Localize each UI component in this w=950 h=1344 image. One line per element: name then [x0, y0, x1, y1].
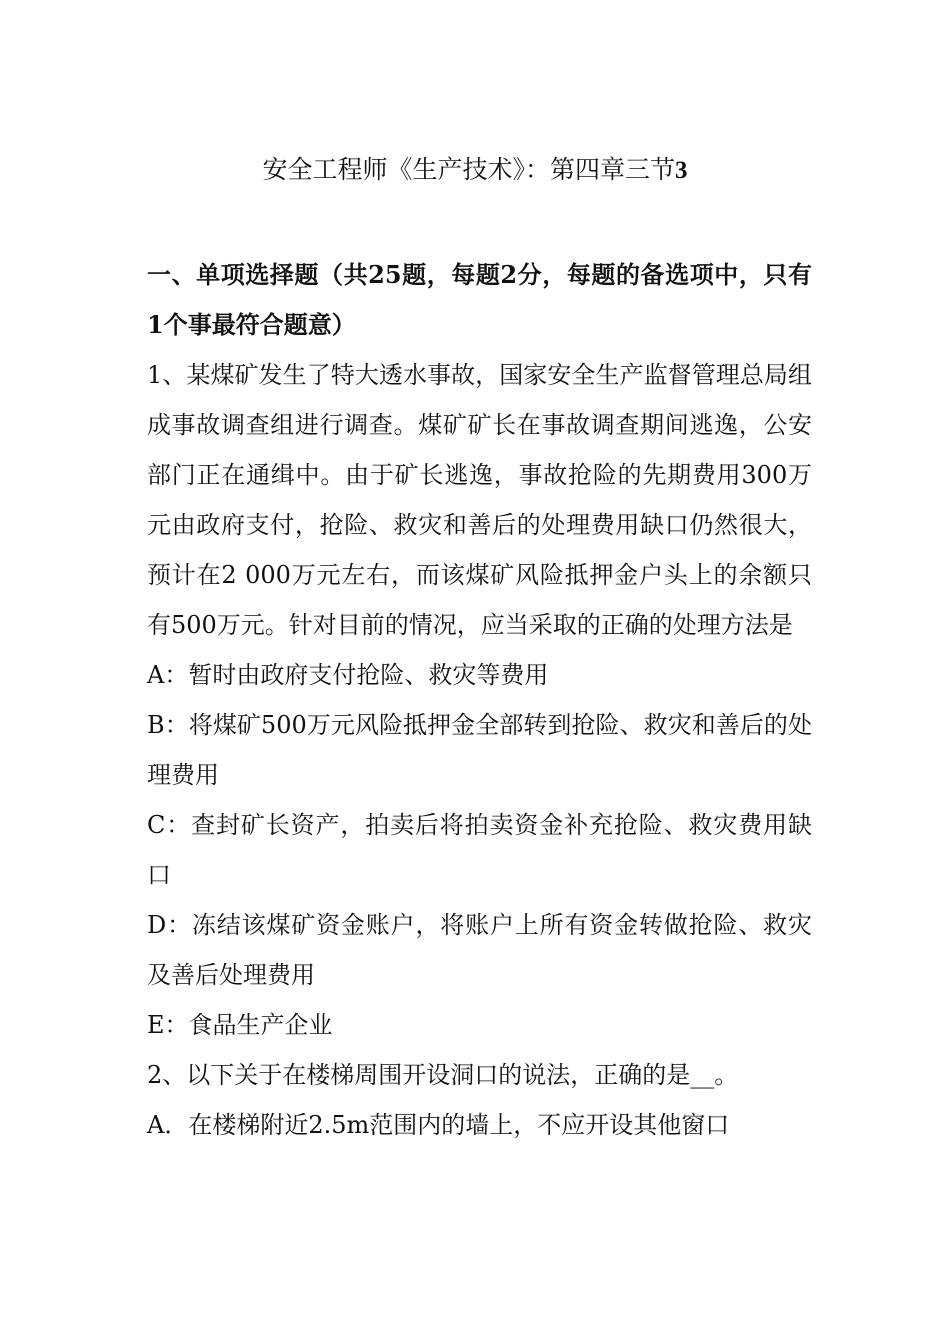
section-heading: 一、单项选择题（共25题，每题2分，每题的备选项中，只有1个事最符合题意） — [147, 260, 812, 339]
question-1-option-e: E：食品生产企业 — [147, 1011, 333, 1039]
title-text: 安全工程师《生产技术》：第四章三节 — [262, 155, 675, 184]
question-1-option-c: C：查封矿长资产，拍卖后将拍卖资金补充抢险、救灾费用缺口 — [147, 811, 812, 889]
question-1-option-b: B：将煤矿500万元风险抵押金全部转到抢险、救灾和善后的处理费用 — [147, 711, 812, 789]
question-1-option-a: A：暂时由政府支付抢险、救灾等费用 — [147, 661, 549, 689]
document-body — [147, 250, 812, 1150]
document-title — [0, 150, 950, 191]
question-2-stem: 2、以下关于在楼梯周围开设洞口的说法，正确的是__。 — [147, 1061, 739, 1089]
title-number: 3 — [675, 157, 688, 184]
question-1-stem: 1、某煤矿发生了特大透水事故，国家安全生产监督管理总局组成事故调查组进行调查。煤矿矿长在事故调查期间逃逸，公安部门正在通缉中。由于矿长逃逸，事故抢险的先期费用300万元由政府支付，抢险、救灾和善后的处理费用缺口仍然很大，预计在2 000万元左右，而该煤矿风险抵押金户头上的余额只有500万元。针对目前的情况，应当采取的正确的处理方法是 — [147, 361, 812, 639]
question-1-option-d: D：冻结该煤矿资金账户，将账户上所有资金转做抢险、救灾及善后处理费用 — [147, 911, 812, 989]
question-2-option-a: A．在楼梯附近2.5m范围内的墙上，不应开设其他窗口 — [147, 1111, 730, 1139]
